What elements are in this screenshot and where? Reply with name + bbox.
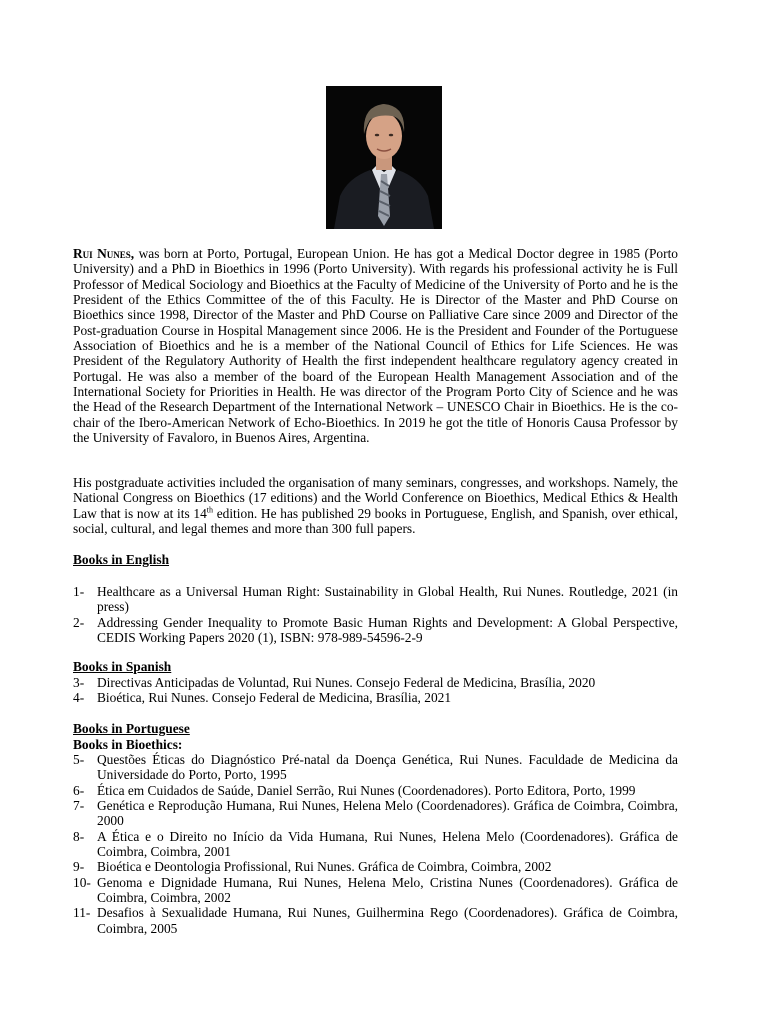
list-item-text: Genoma e Dignidade Humana, Rui Nunes, Helena Melo, Cristina Nunes (Coordenadores). Gráfica de Coimbra, Coimbra, 2002 xyxy=(97,874,678,906)
heading-books-spanish: Books in Spanish xyxy=(73,659,172,674)
list-item xyxy=(73,615,678,646)
list-item xyxy=(73,690,678,705)
list-item xyxy=(73,859,678,874)
list-books-portuguese xyxy=(73,752,678,936)
list-item xyxy=(73,675,678,690)
list-item-text: Directivas Anticipadas de Voluntad, Rui Nunes. Consejo Federal de Medicina, Brasília, 2020 xyxy=(97,675,596,690)
list-item xyxy=(73,905,678,936)
list-books-english xyxy=(73,584,678,645)
list-item xyxy=(73,752,678,783)
heading-books-english: Books in English xyxy=(73,552,170,567)
list-item xyxy=(73,875,678,906)
list-item-text: Ética em Cuidados de Saúde, Daniel Serrão, Rui Nunes (Coordenadores). Porto Editora, Porto, 1999 xyxy=(97,782,636,798)
bio-paragraph-1-text: was born at Porto, Portugal, European Union. He has got a Medical Doctor degree in 1985 (Porto University) and a PhD in Bioethics in 1996 (Porto University). With regards his professional activity he is Full Professor of Medical Sociology and Bioethics at the Faculty of Medicine of the University of Porto and he is the President of the Ethics Committee of the of this Faculty. He is Director of the Master and PhD Course on Bioethics since 1998, Director of the Master and PhD Course on Palliative Care since 2009 and Director of the Post-graduation Course in Hospital Management since 2006. He is the President and Founder of the Portuguese Association of Bioethics and he is a member of the National Council of Ethics for Life Sciences. He was President of the Regulatory Authority of Health the first independent healthcare regulatory agency created in Portugal. He was also a member of the board of the European Health Management Association and of the International Society for Priorities in Health. He was director of the Program Porto City of Science and he was the Head of the Research Department of the International Network – UNESCO Chair in Bioethics. He is the co-chair of the Ibero-American Network of Echo-Bioethics. In 2019 he got the title of Honoris Causa Professor by the University of Favaloro, in Buenos Aires, Argentina. xyxy=(73,246,678,446)
bio-paragraph-2 xyxy=(73,475,678,536)
bio-paragraph-1 xyxy=(73,246,678,445)
list-item-text: Bioética e Deontologia Profissional, Rui Nunes. Gráfica de Coimbra, Coimbra, 2002 xyxy=(97,859,552,875)
list-item-text: Healthcare as a Universal Human Right: Sustainability in Global Health, Rui Nunes. Routledge, 2021 (in press) xyxy=(97,584,678,615)
edition-superscript: th xyxy=(206,505,213,515)
list-item-number: 8- xyxy=(73,828,85,844)
list-item-number: 10- xyxy=(73,874,91,890)
bio-paragraph-2-text-b: edition. He has published 29 books in Portuguese, English, and Spanish, over ethical, social, cultural, and legal themes and more than 300 full papers. xyxy=(73,505,678,537)
list-item-text: Desafios à Sexualidade Humana, Rui Nunes, Guilhermina Rego (Coordenadores). Gráfica de Coimbra, Coimbra, 2005 xyxy=(97,905,678,936)
list-item-number: 5- xyxy=(73,752,85,767)
subheading-books-bioethics: Books in Bioethics: xyxy=(73,737,183,752)
list-item xyxy=(73,783,678,798)
list-item xyxy=(73,584,678,615)
list-item-text: Bioética, Rui Nunes. Consejo Federal de Medicina, Brasília, 2021 xyxy=(97,690,452,706)
list-item xyxy=(73,798,678,829)
author-portrait xyxy=(326,86,442,229)
list-item-number: 3- xyxy=(73,675,85,690)
list-item-number: 4- xyxy=(73,690,85,706)
list-item-number: 2- xyxy=(73,614,85,630)
list-item-number: 11- xyxy=(73,905,91,921)
list-item-text: A Ética e o Direito no Início da Vida Humana, Rui Nunes, Helena Melo (Coordenadores). Gráfica de Coimbra, Coimbra, 2001 xyxy=(97,828,678,860)
list-item xyxy=(73,829,678,860)
list-item-text: Addressing Gender Inequality to Promote Basic Human Rights and Development: A Global Perspective, CEDIS Working Papers 2020 (1), ISBN: 978-989-54596-2-9 xyxy=(97,614,678,646)
list-item-number: 6- xyxy=(73,782,85,798)
author-name: Rui Nunes, xyxy=(73,246,135,261)
list-books-spanish xyxy=(73,675,678,706)
list-item-text: Genética e Reprodução Humana, Rui Nunes, Helena Melo (Coordenadores). Gráfica de Coimbra, Coimbra, 2000 xyxy=(97,798,678,829)
bio-paragraph-2-text-a: His postgraduate activities included the organisation of many seminars, congresses, and workshops. Namely, the National Congress on Bioethics (17 editions) and the World Conference on Bioethics, Medical Ethics & Health Law that is now at its 14 xyxy=(73,475,678,521)
heading-books-portuguese: Books in Portuguese xyxy=(73,721,190,736)
list-item-number: 7- xyxy=(73,798,85,814)
list-item-number: 9- xyxy=(73,859,85,875)
list-item-number: 1- xyxy=(73,584,85,599)
list-item-text: Questões Éticas do Diagnóstico Pré-natal da Doença Genética, Rui Nunes. Faculdade de Medicina da Universidade do Porto, Porto, 1995 xyxy=(97,752,678,783)
portrait-illustration xyxy=(326,86,442,229)
